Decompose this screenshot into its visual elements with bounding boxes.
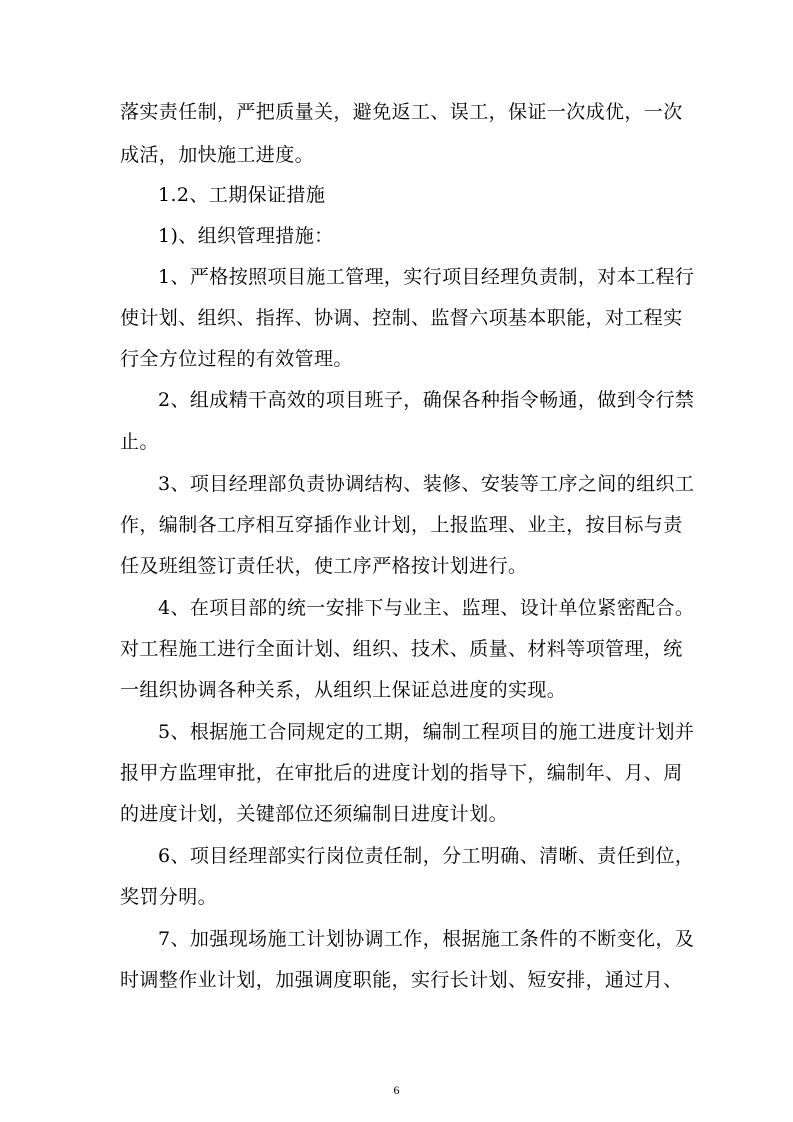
text-line: 6、项目经理部实行岗位责任制，分工明确、清晰、责任到位， xyxy=(158,845,695,867)
text-line: 成活，加快施工进度。 xyxy=(120,144,315,166)
text-line: 2、组成精干高效的项目班子，确保各种指令畅通，做到令行禁 xyxy=(158,389,695,411)
text-line: 7、加强现场施工计划协调工作，根据施工条件的不断变化，及 xyxy=(158,928,695,950)
text-line: 时调整作业计划，加强调度职能，实行长计划、短安排，通过月、 xyxy=(120,969,683,991)
text-line: 1、严格按照项目施工管理，实行项目经理负责制，对本工程行 xyxy=(158,266,695,288)
text-line: 4、在项目部的统一安排下与业主、监理、设计单位紧密配合。 xyxy=(158,597,695,619)
text-line: 行全方位过程的有效管理。 xyxy=(120,348,353,370)
text-line: 任及班组签订责任状，使工序严格按计划进行。 xyxy=(120,555,528,577)
text-line: 使计划、组织、指挥、协调、控制、监督六项基本职能，对工程实 xyxy=(120,307,683,329)
text-line: 的进度计划，关键部位还须编制日进度计划。 xyxy=(120,803,509,825)
page-number: 6 xyxy=(393,1083,400,1097)
text-line: 报甲方监理审批，在审批后的进度计划的指导下，编制年、月、周 xyxy=(120,762,683,784)
text-line: 奖罚分明。 xyxy=(120,886,218,908)
text-line: 作，编制各工序相互穿插作业计划，上报监理、业主，按目标与责 xyxy=(120,514,683,536)
text-line: 对工程施工进行全面计划、组织、技术、质量、材料等项管理，统 xyxy=(120,638,683,660)
text-line: 3、项目经理部负责协调结构、装修、安装等工序之间的组织工 xyxy=(158,473,695,495)
subsection-heading: 1)、组织管理措施： xyxy=(158,225,334,247)
text-line: 一组织协调各种关系，从组织上保证总进度的实现。 xyxy=(120,679,567,701)
text-line: 落实责任制，严把质量关，避免返工、误工，保证一次成优，一次 xyxy=(120,101,683,123)
text-line: 5、根据施工合同规定的工期，编制工程项目的施工进度计划并 xyxy=(158,721,695,743)
text-line: 止。 xyxy=(120,431,159,453)
section-heading: 1.2、工期保证措施 xyxy=(158,184,326,206)
